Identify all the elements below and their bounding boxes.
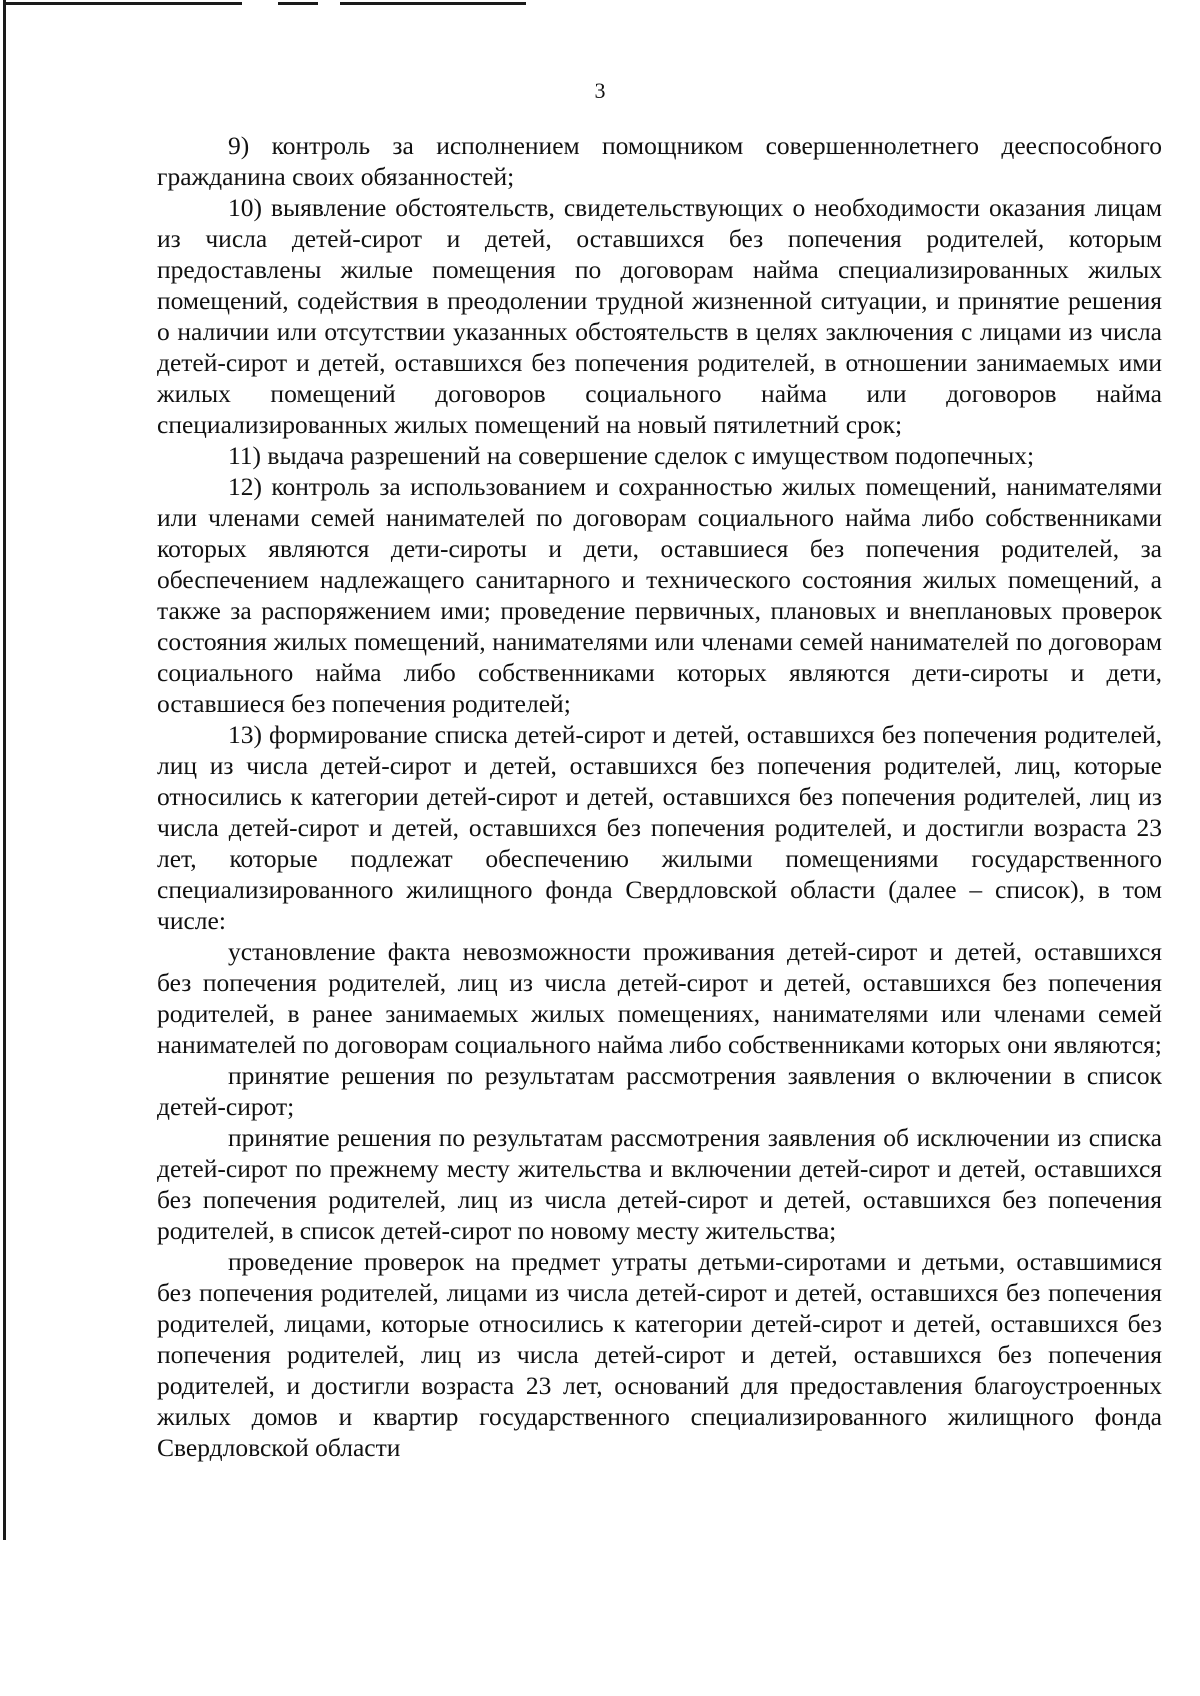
paragraph-item-13: 13) формирование списка детей-сирот и детей, оставшихся без попечения родителей, лиц из числа детей-сирот и детей, оставшихся без попечения родителей, лиц, которые относились к категории детей-сирот и детей, оставшихся без попечения родителей, лиц из числа детей-сирот и детей, оставшихся без попечения родителей, и достигли возраста 23 лет, которые подлежат обеспечению жилыми помещениями государственного специализированного жилищного фонда Свердловской области (далее – список), в том числе: — [157, 720, 1162, 935]
paragraph-item-12: 12) контроль за использованием и сохранностью жилых помещений, нанимателями или членами семей нанимателей по договорам социального найма либо собственниками которых являются дети-сироты и дети, оставшиеся без попечения родителей, за обеспечением надлежащего санитарного и технического состояния жилых помещений, а также за распоряжением ими; проведение первичных, плановых и внеплановых проверок состояния жилых помещений, нанимателями или членами семей нанимателей по договорам социального найма либо собственниками которых являются дети-сироты и дети, оставшиеся без попечения родителей; — [157, 472, 1162, 718]
paragraph-subitem-fact: установление факта невозможности проживания детей-сирот и детей, оставшихся без попечения родителей, лиц из числа детей-сирот и детей, оставшихся без попечения родителей, в ранее занимаемых жилых помещениях, нанимателями или членами семей нанимателей по договорам социального найма либо собственниками которых они являются; — [157, 937, 1162, 1059]
paragraph-item-10: 10) выявление обстоятельств, свидетельствующих о необходимости оказания лицам из числа детей-сирот и детей, оставшихся без попечения родителей, которым предоставлены жилые помещения по договорам найма специализированных жилых помещений, содействия в преодолении трудной жизненной ситуации, и принятие решения о наличии или отсутствии указанных обстоятельств в целях заключения с лицами из числа детей-сирот и детей, оставшихся без попечения родителей, в отношении занимаемых ими жилых помещений договоров социального найма или договоров найма специализированных жилых помещений на новый пятилетний срок; — [157, 193, 1162, 439]
paragraph-item-11: 11) выдача разрешений на совершение сделок с имуществом подопечных; — [228, 441, 1035, 470]
paragraph-subitem-exclusion: принятие решения по результатам рассмотрения заявления об исключении из списка детей-сирот по прежнему месту жительства и включении детей-сирот и детей, оставшихся без попечения родителей, лиц из числа детей-сирот и детей, оставшихся без попечения родителей, в список детей-сирот по новому месту жительства; — [157, 1123, 1162, 1245]
paragraph-item-9: 9) контроль за исполнением помощником совершеннолетнего дееспособного гражданина своих обязанностей; — [157, 131, 1162, 191]
page-number: 3 — [594, 78, 606, 103]
scan-border-top — [340, 2, 526, 5]
scan-border-top — [4, 2, 242, 5]
scan-border-left — [3, 0, 6, 1540]
scan-border-top — [278, 2, 318, 5]
paragraph-subitem-checks: проведение проверок на предмет утраты детьми-сиротами и детьми, оставшимися без попечения родителей, лицами из числа детей-сирот и детей, оставшихся без попечения родителей, лицами, которые относились к категории детей-сирот и детей, оставшихся без попечения родителей, лиц из числа детей-сирот и детей, оставшихся без попечения родителей, и достигли возраста 23 лет, оснований для предоставления благоустроенных жилых домов и квартир государственного специализированного жилищного фонда Свердловской области — [157, 1247, 1162, 1462]
paragraph-subitem-inclusion: принятие решения по результатам рассмотрения заявления о включении в список детей-сирот; — [157, 1061, 1162, 1121]
document-body — [157, 130, 1162, 1463]
